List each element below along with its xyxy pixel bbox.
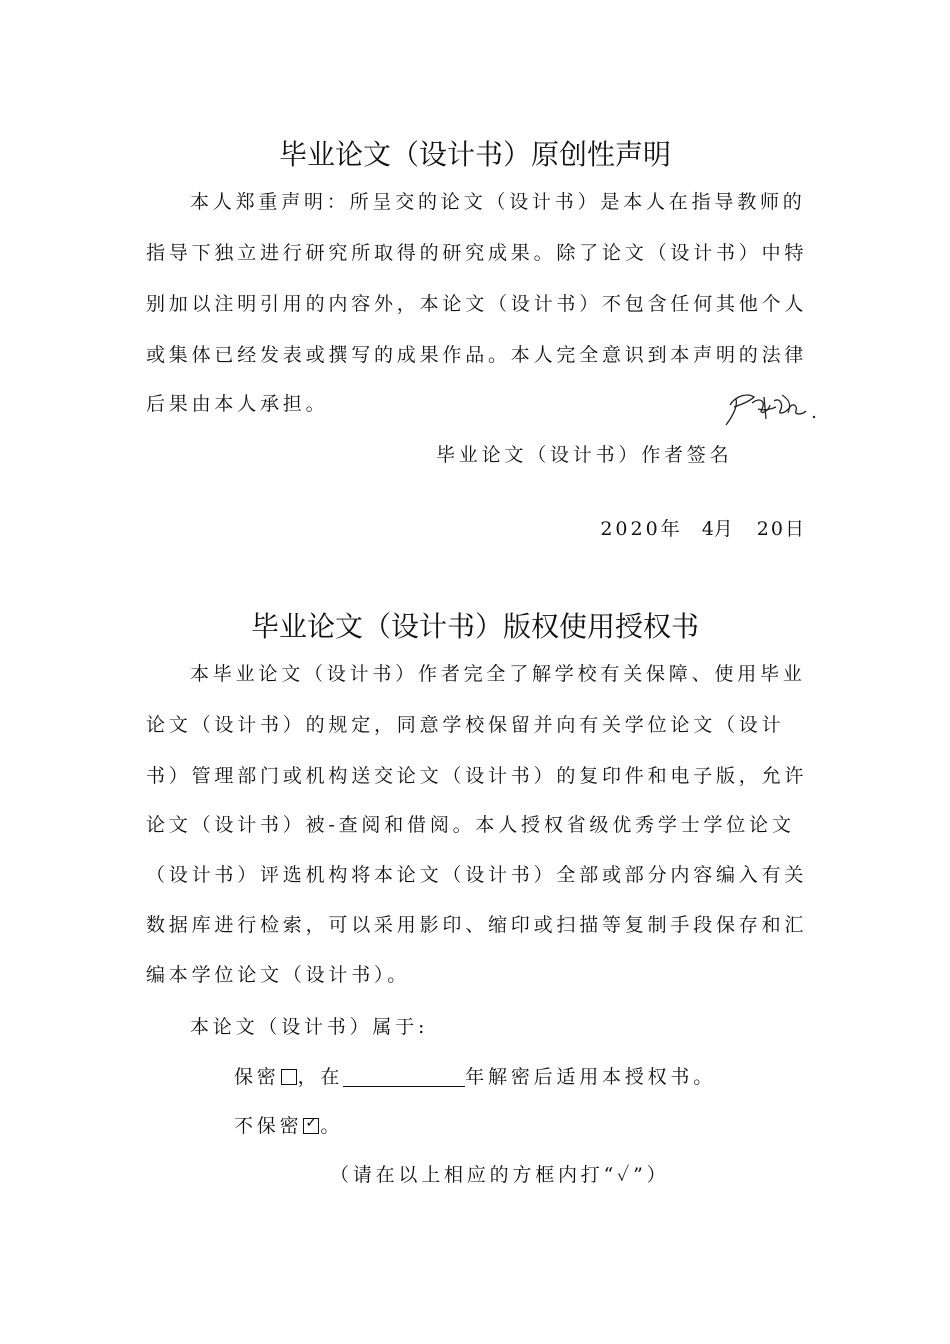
confidential-label: 保密 [234, 1066, 280, 1088]
declaration-line-2: 指导下独立进行研究所取得的研究成果。除了论文（设计书）中特 [146, 242, 808, 264]
date-day-unit: 日 [784, 518, 804, 540]
declaration-date [600, 514, 804, 541]
authorization-line-1: 本毕业论文（设计书）作者完全了解学校有关保障、使用毕业 [190, 663, 806, 685]
date-year: 2020 [600, 518, 661, 540]
authorization-line-3: 书）管理部门或机构送交论文（设计书）的复印件和电子版，允许 [146, 765, 808, 787]
declaration-line-5: 后果由本人承担。 [146, 393, 329, 415]
confidential-middle: ，在 [297, 1066, 344, 1088]
authorization-title: 毕业论文（设计书）版权使用授权书 [250, 610, 699, 643]
confidential-option [234, 1062, 716, 1089]
non-confidential-option [234, 1111, 343, 1138]
date-day: 20 [756, 518, 785, 540]
authorization-line-5: （设计书）评选机构将本论文（设计书）全部或部分内容编入有关 [146, 864, 808, 886]
signature-label: 毕业论文（设计书）作者签名 [436, 444, 733, 466]
confidential-checkbox[interactable] [281, 1069, 297, 1085]
confidential-suffix: 年解密后适用本授权书。 [465, 1066, 717, 1088]
date-month: 4 [701, 518, 714, 540]
authorization-line-6: 数据库进行检索，可以采用影印、缩印或扫描等复制手段保存和汇 [146, 914, 808, 936]
check-mark-icon: ✓ [305, 1115, 321, 1131]
belongs-label: 本论文（设计书）属于: [190, 1016, 429, 1038]
non-confidential-label: 不保密 [234, 1115, 303, 1137]
non-confidential-end: 。 [320, 1115, 344, 1137]
date-month-unit: 月 [713, 518, 733, 540]
authorization-line-2: 论文（设计书）的规定，同意学校保留并向有关学位论文（设计 [146, 714, 785, 736]
date-year-unit: 年 [660, 518, 680, 540]
declaration-title: 毕业论文（设计书）原创性声明 [278, 138, 671, 171]
declaration-line-4: 或集体已经发表或撰写的成果作品。本人完全意识到本声明的法律 [146, 344, 808, 366]
authorization-line-7: 编本学位论文（设计书）。 [146, 964, 411, 986]
decrypt-year-blank[interactable] [343, 1066, 465, 1087]
handwritten-signature [722, 383, 822, 433]
authorization-line-4: 论文（设计书）被-查阅和借阅。本人授权省级优秀学士学位论文 [146, 814, 795, 836]
declaration-line-3: 别加以注明引用的内容外，本论文（设计书）不包含任何其他个人 [146, 293, 808, 315]
non-confidential-checkbox[interactable] [303, 1115, 321, 1134]
instruction-note: （请在以上相应的方框内打“✓”） [330, 1164, 670, 1186]
declaration-line-1: 本人郑重声明：所呈交的论文（设计书）是本人在指导教师的 [190, 191, 806, 213]
